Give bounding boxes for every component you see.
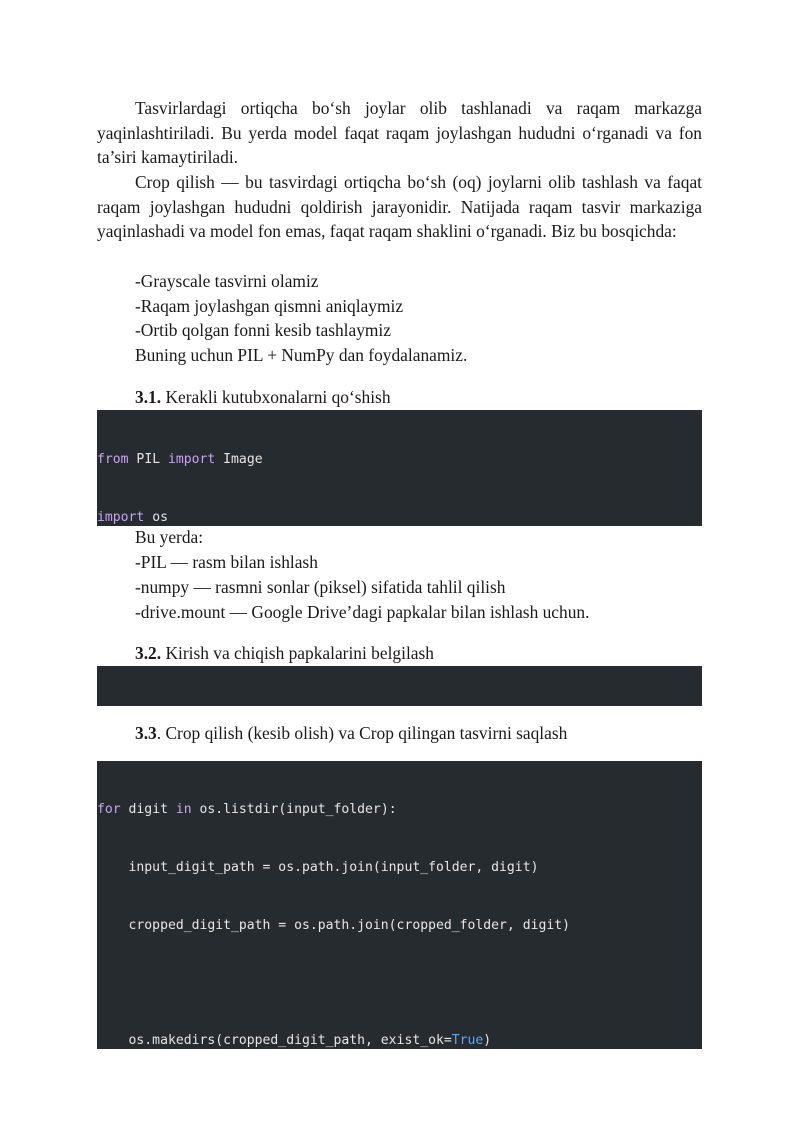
uses-line: Buning uchun PIL + NumPy dan foydalanamiz.: [135, 345, 468, 365]
code-line: os.makedirs(cropped_digit_path, exist_ok=True): [97, 1032, 492, 1048]
section-title: Kirish va chiqish papkalarini belgilash: [161, 643, 434, 663]
paragraph-crop-definition: [97, 170, 702, 244]
paragraph-intro-text: Tasvirlardagi ortiqcha bo‘sh joylar olib tashlanadi va raqam markazga yaqinlashtiriladi. Bu yerda model faqat raqam joylashgan hududni o‘rganadi va fon ta’siri kamaytiriladi.: [97, 98, 702, 168]
code-line: for digit in os.listdir(input_folder):: [97, 802, 397, 818]
paragraph-crop-text: Crop qilish — bu tasvirdagi ortiqcha bo‘sh (oq) joylarni olib tashlash va faqat raqam joylashgan hududni qoldirish jarayonidir. Natijada raqam tasvir markaziga yaqinlashadi va model fon emas, faqat raqam shaklini o‘rganadi. Biz bu bosqichda:: [97, 172, 702, 242]
step-item: -Raqam joylashgan qismni aniqlaymiz: [135, 296, 404, 316]
section-heading-3-3: [135, 721, 567, 746]
code-line: import os: [97, 510, 168, 525]
explain-item: -drive.mount — Google Drive’dagi papkalar bilan ishlash uchun.: [135, 602, 590, 622]
code-line: [97, 705, 702, 706]
step-item: -Grayscale tasvirni olamiz: [135, 271, 319, 291]
section-heading-3-1: [135, 385, 391, 410]
code-line-blank: [97, 973, 702, 992]
step-item: -Ortib qolgan fonni kesib tashlaymiz: [135, 320, 391, 340]
explain-item: -numpy — rasmni sonlar (piksel) sifatida tahlil qilish: [135, 577, 506, 597]
paragraph-intro: [97, 96, 702, 170]
section-title: Kerakli kutubxonalarni qo‘shish: [161, 387, 391, 407]
section-title: . Crop qilish (kesib olish) va Crop qilingan tasvirni saqlash: [156, 723, 568, 743]
section-heading-3-2: [135, 641, 434, 666]
explain-intro: Bu yerda:: [135, 527, 204, 547]
code-block-folders: [97, 666, 702, 706]
code-block-imports: [97, 410, 702, 526]
code-block-crop-loop: [97, 761, 702, 1049]
section-number: 3.3: [135, 723, 157, 743]
section-number: 3.1.: [135, 387, 162, 407]
code-line: input_digit_path = os.path.join(input_folder, digit): [97, 860, 539, 875]
code-line: cropped_digit_path = os.path.join(cropped_folder, digit): [97, 917, 570, 933]
explain-item: -PIL — rasm bilan ishlash: [135, 552, 318, 572]
code-line: from PIL import Image: [97, 452, 263, 468]
section-number: 3.2.: [135, 643, 162, 663]
